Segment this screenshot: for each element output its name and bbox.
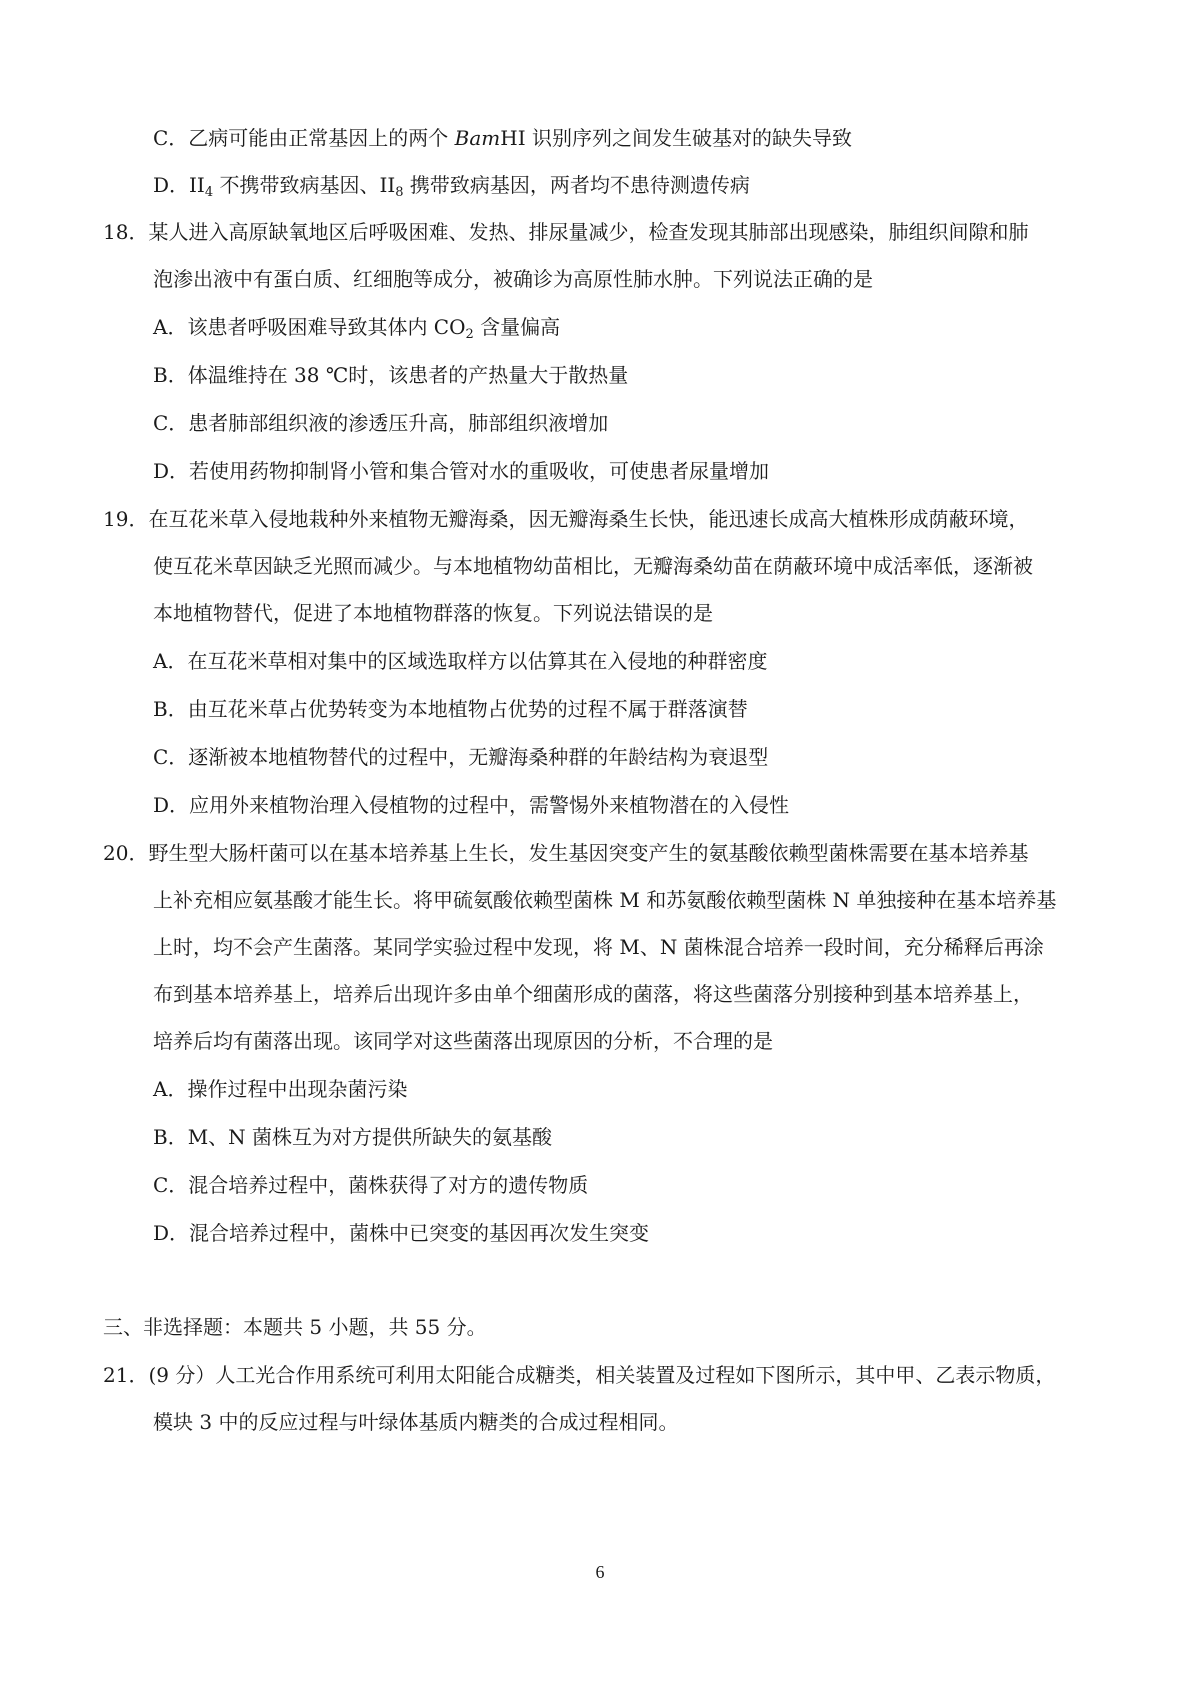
q18-option-c: C．患者肺部组织液的渗透压升高，肺部组织液增加 — [153, 411, 609, 435]
q17-option-d-text-end: 携带致病基因，两者均不患待测遗传病 — [403, 173, 750, 197]
q17-option-d-sub1: 4 — [204, 185, 214, 200]
q17-option-c-italic: Bam — [454, 126, 501, 150]
q18-option-a-sub: 2 — [465, 327, 474, 342]
q19-option-d: D．应用外来植物治理入侵植物的过程中，需警惕外来植物潜在的入侵性 — [153, 793, 790, 817]
q21-stem-line-2: 模块 3 中的反应过程与叶绿体基质内糖类的合成过程相同。 — [153, 1410, 679, 1434]
q18-option-a — [153, 313, 560, 341]
q20-stem-line-5: 培养后均有菌落出现。该同学对这些菌落出现原因的分析，不合理的是 — [153, 1029, 773, 1053]
q19-option-a: A．在互花米草相对集中的区域选取样方以估算其在入侵地的种群密度 — [153, 649, 768, 673]
q18-option-b: B．体温维持在 38 ℃时，该患者的产热量大于散热量 — [153, 363, 629, 387]
page-number: 6 — [595, 1562, 605, 1582]
q18-stem-line-2: 泡渗出液中有蛋白质、红细胞等成分，被确诊为高原性肺水肿。下列说法正确的是 — [153, 267, 873, 291]
q19-option-c: C．逐渐被本地植物替代的过程中，无瓣海桑种群的年龄结构为衰退型 — [153, 745, 769, 769]
q19-stem-line-1: 19．在互花米草入侵地栽种外来植物无瓣海桑，因无瓣海桑生长快，能迅速长成高大植株形成荫蔽环境， — [103, 507, 1029, 531]
q17-option-d-sub2: 8 — [395, 185, 404, 200]
q20-option-b: B．M、N 菌株互为对方提供所缺失的氨基酸 — [153, 1125, 553, 1149]
q17-option-d-text-mid: 不携带致病基因、II — [213, 173, 396, 197]
q18-stem-line-1: 18．某人进入高原缺氧地区后呼吸困难、发热、排尿量减少，检查发现其肺部出现感染，肺组织间隙和肺 — [103, 220, 1029, 244]
q17-option-c — [153, 124, 852, 152]
q20-stem-line-4: 布到基本培养基上，培养后出现许多由单个细菌形成的菌落，将这些菌落分别接种到基本培养基上， — [153, 982, 1033, 1006]
q17-option-c-text: C．乙病可能由正常基因上的两个 — [153, 126, 455, 150]
q20-stem-line-3: 上时，均不会产生菌落。某同学实验过程中发现，将 M、N 菌株混合培养一段时间，充分稀释后再涂 — [153, 935, 1044, 959]
q19-stem-line-3: 本地植物替代，促进了本地植物群落的恢复。下列说法错误的是 — [153, 601, 713, 625]
q20-stem-line-1: 20．野生型大肠杆菌可以在基本培养基上生长，发生基因突变产生的氨基酸依赖型菌株需要在基本培养基 — [103, 841, 1029, 865]
q20-stem-line-2: 上补充相应氨基酸才能生长。将甲硫氨酸依赖型菌株 M 和苏氨酸依赖型菌株 N 单独接种在基本培养基 — [153, 888, 1057, 912]
q21-stem-line-1: 21．(9 分）人工光合作用系统可利用太阳能合成糖类，相关装置及过程如下图所示，其中甲、乙表示物质， — [103, 1363, 1056, 1387]
q18-option-a-text-end: 含量偏高 — [473, 315, 561, 339]
q19-option-b: B．由互花米草占优势转变为本地植物占优势的过程不属于群落演替 — [153, 697, 748, 721]
q17-option-d-text: D．II — [153, 173, 205, 197]
section-heading: 三、非选择题：本题共 5 小题，共 55 分。 — [103, 1315, 487, 1339]
q18-option-a-text: A．该患者呼吸困难导致其体内 CO — [153, 315, 466, 339]
q18-option-d: D．若使用药物抑制肾小管和集合管对水的重吸收，可使患者尿量增加 — [153, 459, 770, 483]
q20-option-a: A．操作过程中出现杂菌污染 — [153, 1077, 408, 1101]
q20-option-d: D．混合培养过程中，菌株中已突变的基因再次发生突变 — [153, 1221, 650, 1245]
q17-option-d — [153, 171, 750, 199]
q19-stem-line-2: 使互花米草因缺乏光照而减少。与本地植物幼苗相比，无瓣海桑幼苗在荫蔽环境中成活率低，逐渐被 — [153, 554, 1033, 578]
q17-option-c-text-end: HI 识别序列之间发生破基对的缺失导致 — [500, 126, 852, 150]
q20-option-c: C．混合培养过程中，菌株获得了对方的遗传物质 — [153, 1173, 589, 1197]
